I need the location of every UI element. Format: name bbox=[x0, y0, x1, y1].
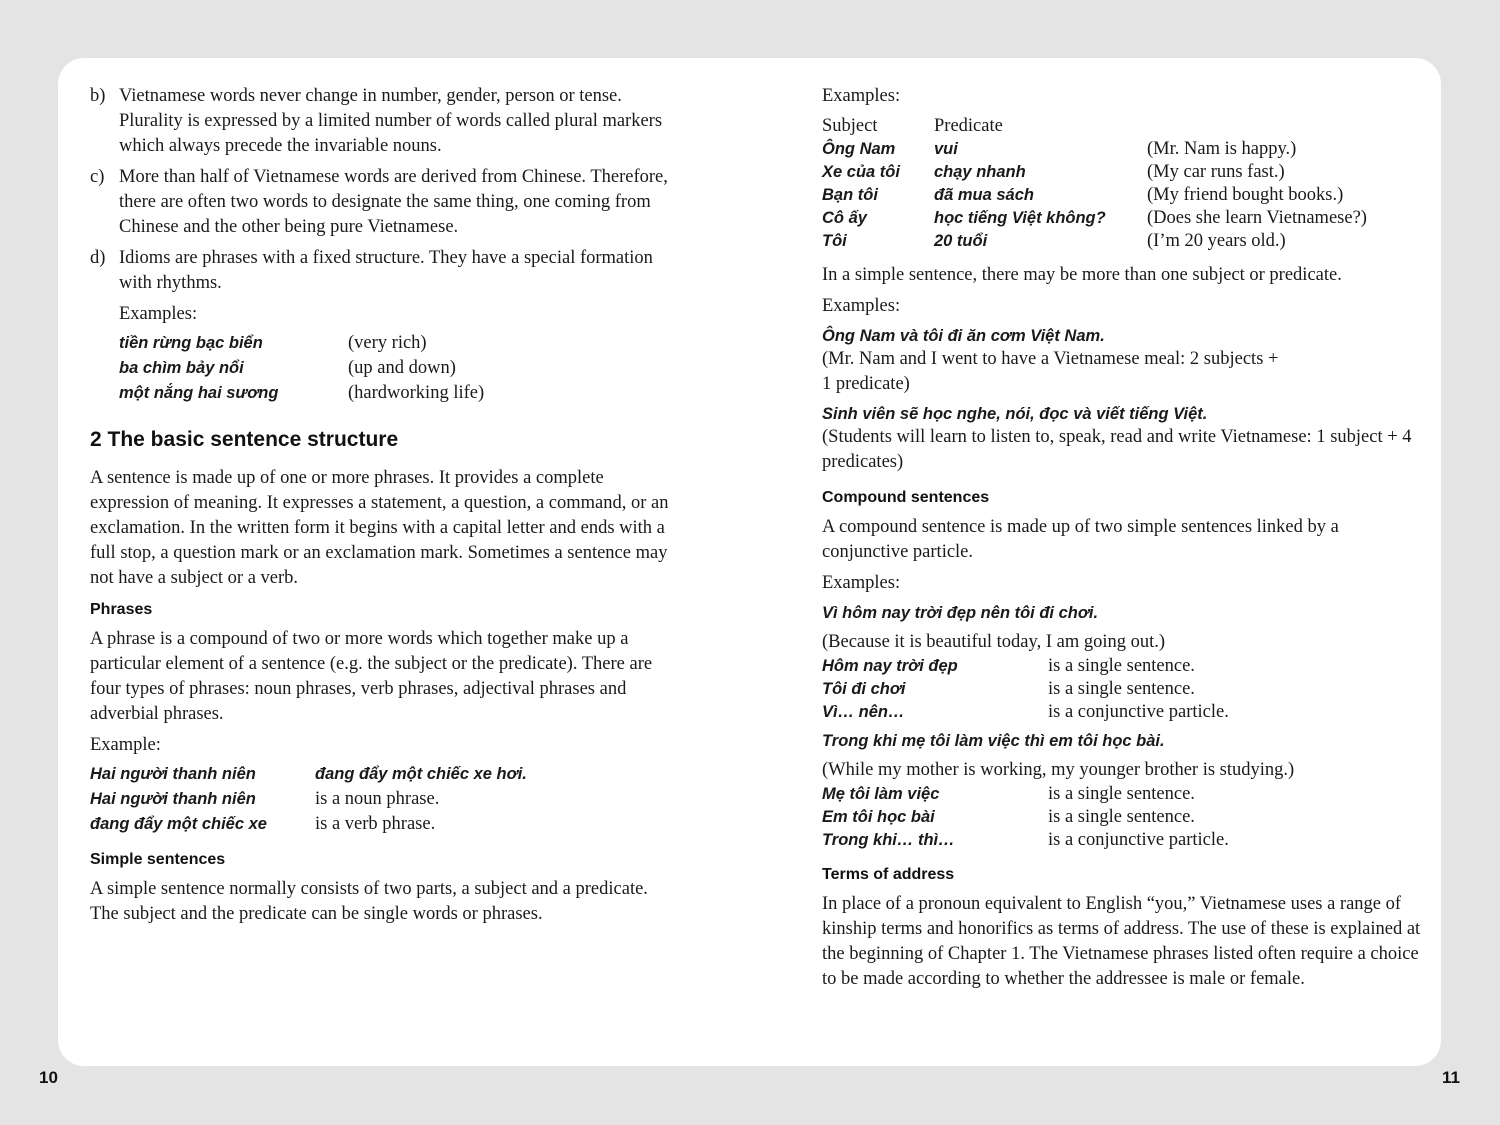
right-page bbox=[822, 84, 1422, 992]
cell-subject: Ông Nam bbox=[822, 140, 896, 158]
list-text: Idioms are phrases with a fixed structure. They have a special formation with rhythms. bbox=[119, 248, 653, 293]
cell-translation: (My friend bought books.) bbox=[1147, 185, 1344, 205]
part-desc: is a conjunctive particle. bbox=[1048, 702, 1229, 722]
compound-sentences-heading: Compound sentences bbox=[822, 489, 990, 506]
section-title: 2 The basic sentence structure bbox=[90, 428, 399, 451]
table-row bbox=[822, 207, 1422, 230]
examples-label: Examples: bbox=[822, 86, 901, 106]
table-row bbox=[822, 783, 1422, 806]
page-number-right: 11 bbox=[1442, 1068, 1460, 1087]
cell-subject: Cô ấy bbox=[822, 209, 867, 227]
idiom-meaning: (very rich) bbox=[348, 333, 427, 353]
list-label: d) bbox=[90, 248, 106, 268]
table-row bbox=[822, 161, 1422, 184]
part-viet: Hôm nay trời đẹp bbox=[822, 657, 958, 675]
page-number-left: 10 bbox=[39, 1068, 58, 1087]
list-label: c) bbox=[90, 167, 105, 187]
example-viet: Sinh viên sẽ học nghe, nói, đọc và viết tiếng Việt. bbox=[822, 405, 1208, 423]
table-row bbox=[822, 806, 1422, 829]
phrase-row bbox=[90, 787, 680, 812]
cell-subject: Bạn tôi bbox=[822, 186, 878, 204]
part-desc: is a single sentence. bbox=[1048, 784, 1195, 804]
phrase-row bbox=[90, 762, 680, 787]
cell-translation: (My car runs fast.) bbox=[1147, 162, 1285, 182]
compound-example-viet: Vì hôm nay trời đẹp nên tôi đi chơi. bbox=[822, 604, 1099, 622]
phrase-desc: is a verb phrase. bbox=[315, 814, 436, 834]
phrase-viet: Hai người thanh niên bbox=[90, 765, 256, 783]
part-viet: Tôi đi chơi bbox=[822, 680, 906, 698]
compound-example-viet: Trong khi mẹ tôi làm việc thì em tôi học bài. bbox=[822, 732, 1165, 750]
phrase-examples-table bbox=[90, 762, 680, 837]
example-translation: (Students will learn to listen to, speak, read and write Vietnamese: 1 subject + 4 predicates) bbox=[822, 427, 1412, 472]
compound-paragraph: A compound sentence is made up of two simple sentences linked by a conjunctive particle. bbox=[822, 517, 1339, 562]
intro-paragraph: A sentence is made up of one or more phrases. It provides a complete expression of meaning. It expresses a statement, a question, a command, or an exclamation. In the written form it begins with a capital letter and ends with a full stop, a question mark or an exclamation mark. Sometimes a sentence may not have a subject or a verb. bbox=[90, 468, 669, 588]
multi-subject-paragraph: In a simple sentence, there may be more than one subject or predicate. bbox=[822, 265, 1342, 285]
part-desc: is a single sentence. bbox=[1048, 679, 1195, 699]
cell-subject: Xe của tôi bbox=[822, 163, 900, 181]
part-desc: is a single sentence. bbox=[1048, 807, 1195, 827]
compound-example-translation: (While my mother is working, my younger brother is studying.) bbox=[822, 760, 1295, 780]
cell-predicate: đã mua sách bbox=[934, 186, 1034, 204]
phrase-row bbox=[90, 812, 680, 837]
compound-breakdown-table bbox=[822, 783, 1422, 852]
phrases-paragraph: A phrase is a compound of two or more words which together make up a particular element of a sentence (e.g. the subject or the predicate). There are four types of phrases: noun phrases, verb phrases, adjectival phrases and adverbial phrases. bbox=[90, 629, 653, 724]
part-desc: is a single sentence. bbox=[1048, 656, 1195, 676]
cell-translation: (Does she learn Vietnamese?) bbox=[1147, 208, 1367, 228]
idiom-viet: tiền rừng bạc biển bbox=[119, 334, 263, 352]
phrase-viet: Hai người thanh niên bbox=[90, 790, 256, 808]
example-translation: (Mr. Nam and I went to have a Vietnamese meal: 2 subjects + 1 predicate) bbox=[822, 349, 1279, 394]
part-viet: Vì… nên… bbox=[822, 703, 905, 721]
part-viet: Trong khi… thì… bbox=[822, 831, 955, 849]
list-item bbox=[90, 165, 680, 240]
examples-label: Examples: bbox=[822, 573, 901, 593]
idiom-meaning: (hardworking life) bbox=[348, 383, 485, 403]
list-item bbox=[90, 246, 680, 406]
terms-of-address-heading: Terms of address bbox=[822, 866, 955, 883]
table-row bbox=[822, 701, 1422, 724]
part-viet: Em tôi học bài bbox=[822, 808, 935, 826]
cell-predicate: 20 tuổi bbox=[934, 232, 988, 250]
cell-predicate: vui bbox=[934, 140, 958, 158]
table-row bbox=[822, 829, 1422, 852]
idiom-row bbox=[119, 331, 680, 356]
phrase-desc: đang đẩy một chiếc xe hơi. bbox=[315, 765, 527, 783]
examples-label: Examples: bbox=[119, 304, 198, 324]
cell-translation: (Mr. Nam is happy.) bbox=[1147, 139, 1297, 159]
examples-label: Examples: bbox=[822, 296, 901, 316]
idiom-meaning: (up and down) bbox=[348, 358, 456, 378]
list-item bbox=[90, 84, 680, 159]
terms-paragraph: In place of a pronoun equivalent to English “you,” Vietnamese uses a range of kinship terms and honorifics as terms of address. The use of these is explained at the beginning of Chapter 1. The Vietnamese phrases listed often require a choice to be made according to whether the addressee is male or female. bbox=[822, 894, 1421, 989]
compound-example-translation: (Because it is beautiful today, I am going out.) bbox=[822, 632, 1166, 652]
table-header bbox=[822, 115, 1422, 138]
table-row bbox=[822, 655, 1422, 678]
part-desc: is a conjunctive particle. bbox=[1048, 830, 1229, 850]
cell-predicate: chạy nhanh bbox=[934, 163, 1026, 181]
phrase-viet: đang đẩy một chiếc xe bbox=[90, 815, 267, 833]
header-predicate: Predicate bbox=[934, 116, 1003, 136]
cell-predicate: học tiếng Việt không? bbox=[934, 209, 1106, 227]
idiom-row bbox=[119, 356, 680, 381]
table-row bbox=[822, 184, 1422, 207]
part-viet: Mẹ tôi làm việc bbox=[822, 785, 940, 803]
header-subject: Subject bbox=[822, 116, 878, 136]
example-label: Example: bbox=[90, 735, 161, 755]
phrase-desc: is a noun phrase. bbox=[315, 789, 440, 809]
list-text: Vietnamese words never change in number, gender, person or tense. Plurality is expressed by a limited number of words called plural markers which always precede the invariable nouns. bbox=[119, 86, 663, 156]
list-text: More than half of Vietnamese words are derived from Chinese. Therefore, there are often two words to designate the same thing, one coming from Chinese and the other being pure Vietnamese. bbox=[119, 167, 668, 237]
list-label: b) bbox=[90, 86, 106, 106]
simple-sentences-heading: Simple sentences bbox=[90, 851, 226, 868]
subject-predicate-table bbox=[822, 115, 1422, 253]
idiom-viet: một nắng hai sương bbox=[119, 384, 279, 402]
idiom-viet: ba chìm bảy nổi bbox=[119, 359, 244, 377]
simple-sentences-paragraph: A simple sentence normally consists of two parts, a subject and a predicate. The subject and the predicate can be single words or phrases. bbox=[90, 879, 648, 924]
table-row bbox=[822, 230, 1422, 253]
phrases-heading: Phrases bbox=[90, 601, 153, 618]
table-row bbox=[822, 138, 1422, 161]
idioms-table bbox=[119, 331, 680, 406]
cell-translation: (I’m 20 years old.) bbox=[1147, 231, 1286, 251]
example-viet: Ông Nam và tôi đi ăn cơm Việt Nam. bbox=[822, 327, 1105, 345]
left-page bbox=[90, 84, 680, 927]
idiom-row bbox=[119, 381, 680, 406]
cell-subject: Tôi bbox=[822, 232, 847, 250]
compound-breakdown-table bbox=[822, 655, 1422, 724]
table-row bbox=[822, 678, 1422, 701]
